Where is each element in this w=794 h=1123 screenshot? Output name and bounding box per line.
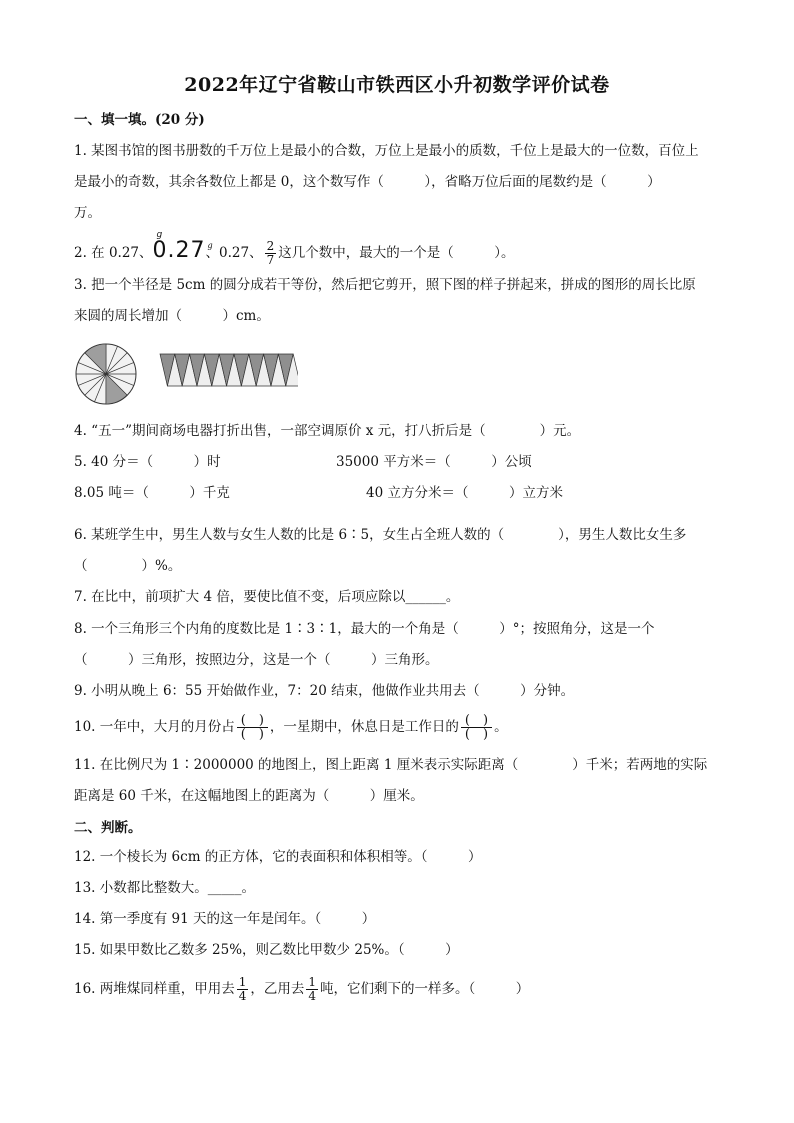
repeating-decimal-large: g 0.27 xyxy=(153,238,206,263)
question-8-line-1: 8. 一个三角形三个内角的度数比是 1∶3∶1，最大的一个角是（ ）°；按照角分，这是一个 xyxy=(74,621,655,637)
blank-fraction-1 xyxy=(237,714,268,741)
fraction-numerator: 1 xyxy=(238,975,247,989)
rearranged-sectors-figure xyxy=(158,352,298,390)
question-8-line-2: （ ）三角形，按照边分，这是一个（ ）三角形。 xyxy=(74,652,439,668)
blank-numerator: ( ) xyxy=(461,714,492,728)
question-2 xyxy=(74,240,734,267)
question-5-part-a: 5. 40 分＝（ ）时 xyxy=(74,454,221,470)
question-4: 4. “五一”期间商场电器打折出售，一部空调原价 x 元，打八折后是（ ）元。 xyxy=(74,423,581,439)
question-14: 14. 第一季度有 91 天的这一年是闰年。（ ） xyxy=(74,911,376,927)
question-12: 12. 一个棱长为 6cm 的正方体，它的表面积和体积相等。（ ） xyxy=(74,849,482,865)
question-6-line-2: （ ）%。 xyxy=(74,558,182,574)
blank-numerator: ( ) xyxy=(237,714,268,728)
fraction-numerator: 2 xyxy=(266,239,275,253)
question-6-line-1: 6. 某班学生中，男生人数与女生人数的比是 6∶5，女生占全班人数的（ ），男生人数比女生多 xyxy=(74,527,687,543)
question-10-part-a: 10. 一年中，大月的月份占 xyxy=(74,719,235,735)
question-5-part-c: 8.05 吨＝（ ）千克 xyxy=(74,485,230,501)
question-7: 7. 在比中，前项扩大 4 倍，要使比值不变，后项应除以______。 xyxy=(74,589,460,605)
fraction-denominator: 7 xyxy=(266,253,275,267)
fraction-numerator: 1 xyxy=(308,975,317,989)
question-16-part-a: 16. 两堆煤同样重，甲用去 xyxy=(74,981,235,997)
page-title: 2022年辽宁省鞍山市铁西区小升初数学评价试卷 xyxy=(184,74,610,96)
question-1-line-2: 是最小的奇数，其余各数位上都是 0，这个数写作（ ），省略万位后面的尾数约是（ ） xyxy=(74,174,661,190)
question-11-line-2: 距离是 60 千米，在这幅地图上的距离为（ ）厘米。 xyxy=(74,788,424,804)
question-1-line-1: 1. 某图书馆的图书册数的千万位上是最小的合数，万位上是最小的质数，千位上是最大的一位数，百位上 xyxy=(74,143,699,159)
repeating-decimal-small: g 、0.27 xyxy=(206,245,250,261)
section-heading-judge: 二、判断。 xyxy=(74,820,142,836)
question-5-part-b: 35000 平方米＝（ ）公顷 xyxy=(336,454,532,470)
blank-denominator: ( ) xyxy=(240,727,264,742)
question-10-part-b: ，一星期中，休息日是工作日的 xyxy=(269,719,459,735)
question-9: 9. 小明从晚上 6：55 开始做作业，7：20 结束，他做作业共用去（ ）分钟。 xyxy=(74,683,575,699)
question-16-part-b: ，乙用去 xyxy=(250,981,305,997)
fraction-two-sevenths xyxy=(265,240,277,267)
question-15: 15. 如果甲数比乙数多 25%，则乙数比甲数少 25%。（ ） xyxy=(74,942,459,958)
question-2-suffix: 这几个数中，最大的一个是（ ）。 xyxy=(278,245,515,261)
question-3-line-2: 来圆的周长增加（ ）cm。 xyxy=(74,308,270,324)
fraction-denominator: 4 xyxy=(308,989,317,1003)
section-heading-fill: 一、填一填。(20 分) xyxy=(74,112,205,128)
blank-fraction-2 xyxy=(461,714,492,741)
question-10-part-c: 。 xyxy=(494,719,508,735)
question-11-line-1: 11. 在比例尺为 1∶2000000 的地图上，图上距离 1 厘米表示实际距离（ ）千米；若两地的实际 xyxy=(74,757,708,773)
question-3-line-1: 3. 把一个半径是 5cm 的圆分成若干等份，然后把它剪开，照下图的样子拼起来，拼成的图形的周长比原 xyxy=(74,277,696,293)
question-16-part-c: 吨，它们剩下的一样多。（ ） xyxy=(320,981,530,997)
question-13: 13. 小数都比整数大。_____。 xyxy=(74,880,256,896)
fraction-one-quarter-2 xyxy=(306,976,318,1003)
divided-circle-figure xyxy=(74,342,138,406)
question-1-line-3: 万。 xyxy=(74,205,101,221)
question-10 xyxy=(74,714,734,741)
question-2-separator: 、 xyxy=(249,245,263,261)
fraction-denominator: 4 xyxy=(238,989,247,1003)
question-2-prefix: 2. 在 0.27、 xyxy=(74,245,153,261)
question-16 xyxy=(74,976,734,1003)
blank-denominator: ( ) xyxy=(464,727,489,742)
question-5-part-d: 40 立方分米＝（ ）立方米 xyxy=(366,485,563,501)
fraction-one-quarter-1 xyxy=(237,976,249,1003)
